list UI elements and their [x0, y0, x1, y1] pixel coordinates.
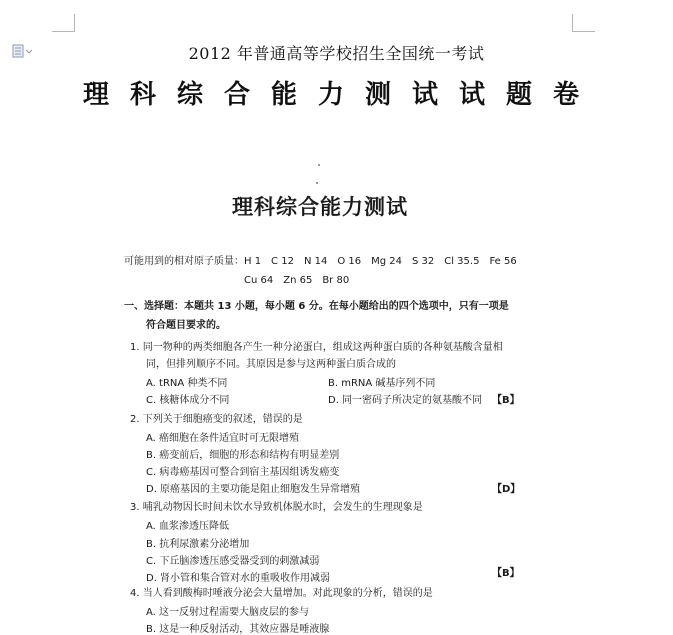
question-option: D. 肾小管和集合管对水的重吸收作用减弱	[146, 573, 331, 584]
question-stem: 同，但排列顺序不同。其原因是参与这两种蛋白质合成的	[146, 359, 396, 370]
exam-subtitle: 2012 年普通高等学校招生全国统一考试	[188, 44, 485, 63]
section-heading: 一、选择题：本题共 13 小题，每小题 6 分。在每小题给出的四个选项中，只有一项是	[124, 301, 509, 312]
question-option: B. 这是一种反射活动，其效应器是唾液腺	[146, 624, 330, 635]
question-option: A. tRNA 种类不同	[146, 378, 228, 389]
question-option: D. 原癌基因的主要功能是阻止细胞发生异常增殖	[146, 484, 361, 495]
question-option: C. 核糖体成分不同	[146, 395, 230, 406]
answer-mark: 【B】	[492, 568, 520, 579]
question-stem: 2. 下列关于细胞癌变的叙述，错误的是	[130, 414, 303, 425]
scan-speck	[318, 164, 320, 166]
question-option: B. 抗利尿激素分泌增加	[146, 539, 250, 550]
question-stem: 1. 同一物种的两类细胞各产生一种分泌蛋白，组成这两种蛋白质的各种氨基酸含量相	[130, 342, 503, 353]
answer-mark: 【B】	[492, 395, 520, 406]
question-option: C. 病毒癌基因可整合到宿主基因组诱发癌变	[146, 467, 340, 478]
question-option: B. mRNA 碱基序列不同	[328, 378, 436, 389]
scan-title: 理科综合能力测试	[232, 195, 408, 219]
question-option: B. 癌变前后，细胞的形态和结构有明显差别	[146, 450, 340, 461]
crop-mark-top-left	[52, 14, 75, 32]
scan-speck	[316, 182, 318, 184]
question-option: D. 同一密码子所决定的氨基酸不同	[328, 395, 483, 406]
question-stem: 3. 哺乳动物因长时间未饮水导致机体脱水时，会发生的生理现象是	[130, 502, 423, 513]
atomic-mass-line: Cu 64 Zn 65 Br 80	[244, 275, 350, 286]
answer-mark: 【D】	[492, 484, 521, 495]
atomic-mass-line: 可能用到的相对原子质量：H 1 C 12 N 14 O 16 Mg 24 S 32 Cl 35.5 Fe 56	[124, 256, 517, 267]
question-option: A. 癌细胞在条件适宜时可无限增殖	[146, 433, 300, 444]
question-stem: 4. 当人看到酸梅时唾液分泌会大量增加。对此现象的分析，错误的是	[130, 588, 433, 599]
crop-mark-top-right	[572, 14, 595, 32]
question-option: A. 这一反射过程需要大脑皮层的参与	[146, 607, 310, 618]
scanned-page-image	[100, 150, 640, 633]
question-option: A. 血浆渗透压降低	[146, 521, 230, 532]
exam-title: 理科综合能力测试试题卷	[82, 80, 600, 110]
section-heading: 符合题目要求的。	[146, 320, 226, 331]
question-option: C. 下丘脑渗透压感受器受到的刺激减弱	[146, 556, 320, 567]
